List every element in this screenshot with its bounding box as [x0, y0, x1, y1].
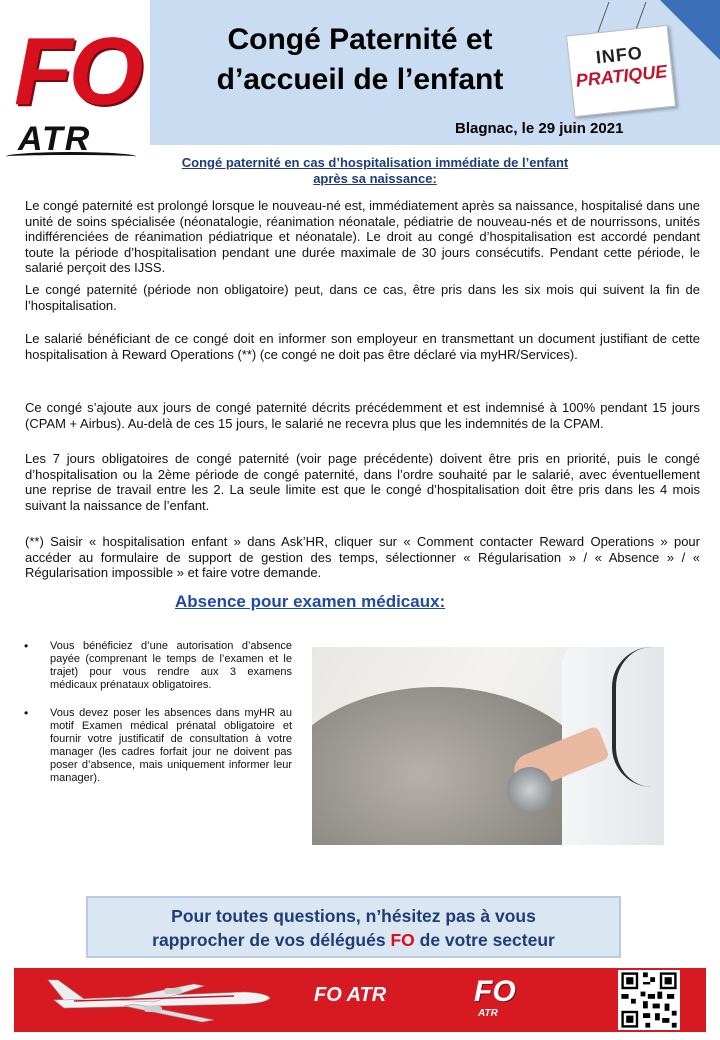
footer-logo-main: FO	[474, 975, 516, 1008]
logo-main: FO	[14, 18, 140, 125]
paragraph-2: Le congé paternité (période non obligatoire) peut, dans ce cas, être pris dans les six mois qui suivent la fin de l’hospitalisation.	[25, 282, 700, 313]
section-heading-line-1: Congé paternité en cas d’hospitalisation immédiate de l’enfant	[181, 155, 569, 170]
footer-label: FO ATR	[314, 984, 387, 1006]
stethoscope-icon	[507, 767, 553, 813]
logo-swoosh	[6, 152, 136, 161]
logo-sub: ATR	[18, 120, 92, 158]
list-item	[20, 707, 292, 785]
contact-line-2-before: rapprocher de vos délégués	[152, 930, 391, 950]
qr-code-icon	[618, 970, 680, 1030]
info-pratique-badge	[566, 25, 676, 117]
footer-banner	[14, 968, 706, 1032]
document-date: Blagnac, le 29 juin 2021	[455, 120, 624, 137]
paragraph-3: Le salarié bénéficiant de ce congé doit en informer son employeur en transmettant un document justifiant de cette hospitalisation à Reward Operations (**) (ce congé ne doit pas être déclaré via myHR/Services).	[25, 331, 700, 362]
section-heading-line-2: après sa naissance:	[313, 171, 437, 186]
title-line-2: d’accueil de l’enfant	[216, 63, 504, 96]
badge-line-1: INFO	[594, 42, 644, 68]
contact-line-2-after: de votre secteur	[414, 930, 555, 950]
bullet-text: Vous devez poser les absences dans myHR au motif Examen médical prénatal obligatoire et fournir votre justificatif de consultation à votre manager (les cadres forfait jour ne doivent pas poser d’absence, mais uniquement informer leur manager).	[50, 707, 292, 784]
paragraph-1: Le congé paternité est prolongé lorsque le nouveau-né est, immédiatement après sa naissance, hospitalisé dans une unité de soins spécialisée (néonatalogie, réanimation néonatale, pédiatrie de nouveau-nés et de nourrissons, unités indifférenciées de réanimation pédiatrique et néonatale). Le droit au congé d’hospitalisation est accordé pendant toute la période d’hospitalisation pendant une durée maximale de 30 jours consécutifs. Pendant cette période, le salarié perçoit des IJSS.	[25, 198, 700, 275]
airplane-icon	[44, 962, 274, 1032]
paragraph-5: Les 7 jours obligatoires de congé paternité (voir page précédente) doivent être pris en priorité, puis le congé d’hospitalisation ou la 2ème période de congé paternité, dans l’ordre souhaité par le salarié, avec éventuellement une reprise de travail entre les 2. La seule limite est que le congé d’hospitalisation doit être pris dans les 4 mois suivant la naissance de l’enfant.	[25, 451, 700, 513]
footer-fo-logo	[474, 976, 524, 1026]
contact-line-1: Pour toutes questions, n’hésitez pas à vous	[171, 906, 536, 926]
footer-logo-sub: ATR	[478, 1008, 498, 1019]
list-item	[20, 640, 292, 692]
section-heading-hospitalisation	[140, 155, 610, 187]
bullet-icon: •	[24, 639, 29, 653]
contact-callout	[86, 896, 621, 958]
contact-line-2	[88, 928, 619, 952]
title-line-1: Congé Paternité et	[227, 23, 493, 56]
examens-bullet-list	[20, 640, 292, 800]
prenatal-exam-photo	[312, 647, 664, 845]
paragraph-6-footnote: (**) Saisir « hospitalisation enfant » dans Ask’HR, cliquer sur « Comment contacter Reward Operations » pour accéder au formulaire de support de gestion des temps, sélectionner « Régularisation » / « Absence » / « Régularisation impossible » et faire votre demande.	[25, 534, 700, 580]
photo-stethoscope-tube	[612, 647, 664, 787]
section-heading-examens: Absence pour examen médicaux:	[175, 592, 446, 611]
fo-atr-logo	[6, 18, 146, 162]
page-title	[160, 20, 560, 100]
contact-fo-highlight: FO	[390, 930, 415, 950]
bullet-icon: •	[24, 706, 29, 720]
bullet-text: Vous bénéficiez d’une autorisation d’absence payée (comprenant le temps de l’examen et le trajet) pour vous rendre aux 3 examens médicaux prénataux obligatoires.	[50, 640, 292, 691]
paragraph-4: Ce congé s’ajoute aux jours de congé paternité décrits précédemment et est indemnisé à 100% pendant 15 jours (CPAM + Airbus). Au-delà de ces 15 jours, le salarié ne recevra plus que les indemnités de la CPAM.	[25, 400, 700, 431]
badge-line-2: PRATIQUE	[574, 61, 669, 91]
